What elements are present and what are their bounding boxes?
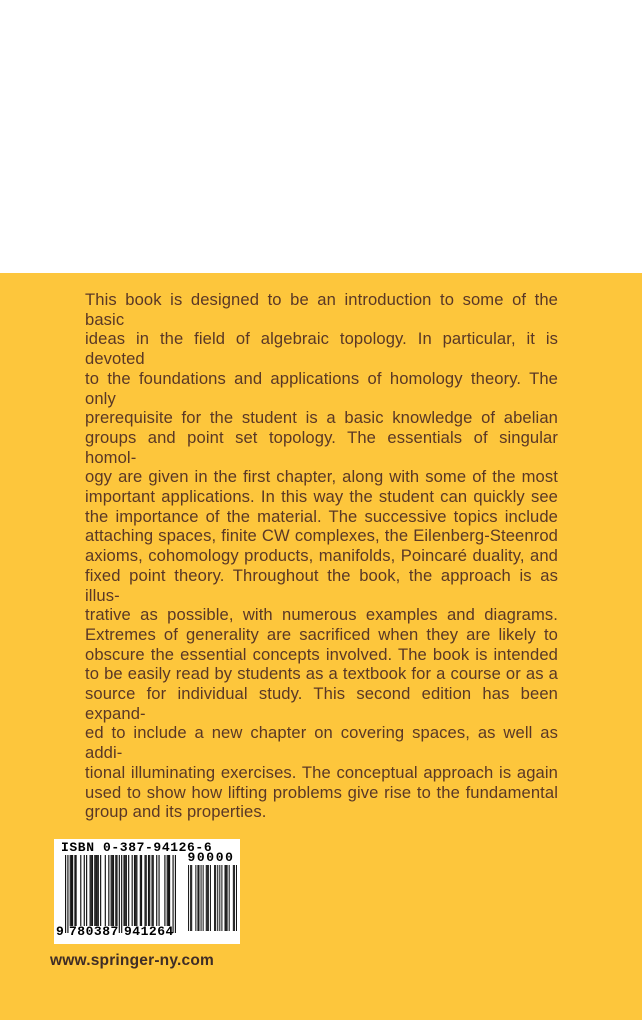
description-line: This book is designed to be an introduction to some of the basic bbox=[85, 290, 558, 329]
ean-digit-prefix: 9 bbox=[56, 924, 64, 939]
description-line: the importance of the material. The successive topics include bbox=[85, 506, 558, 526]
publisher-website: www.springer-ny.com bbox=[50, 952, 214, 969]
description-line: ogy are given in the first chapter, along with some of the most bbox=[85, 467, 558, 487]
description-line: to the foundations and applications of homology theory. The only bbox=[85, 368, 558, 408]
description-line: obscure the essential concepts involved. The book is intended bbox=[85, 644, 558, 664]
description-line: prerequisite for the student is a basic knowledge of abelian bbox=[85, 408, 558, 428]
description-line: ed to include a new chapter on covering spaces, as well as addi- bbox=[85, 723, 558, 763]
ean13-barcode-icon bbox=[65, 855, 176, 933]
description-line: source for individual study. This second edition has been expand- bbox=[85, 684, 558, 723]
isbn-barcode-panel bbox=[54, 839, 240, 944]
barcode-addon-code: 90000 bbox=[187, 850, 235, 865]
isbn-number: ISBN 0-387-94126-6 bbox=[61, 840, 213, 855]
description-line: axioms, cohomology products, manifolds, Poincaré duality, and bbox=[85, 546, 558, 566]
description-line: fixed point theory. Throughout the book, the approach is as illus- bbox=[85, 565, 558, 605]
description-line: ideas in the field of algebraic topology. In particular, it is devoted bbox=[85, 329, 558, 369]
book-description bbox=[85, 290, 558, 822]
description-line: tional illuminating exercises. The conceptual approach is again bbox=[85, 762, 558, 782]
cover-yellow-panel bbox=[0, 273, 642, 1020]
description-line: group and its properties. bbox=[85, 802, 267, 822]
ean5-addon-barcode-icon bbox=[187, 865, 237, 931]
description-line: attaching spaces, finite CW complexes, the Eilenberg-Steenrod bbox=[85, 526, 558, 546]
description-line: important applications. In this way the student can quickly see bbox=[85, 487, 558, 507]
ean-digits-left: 780387 bbox=[69, 924, 119, 939]
description-line: trative as possible, with numerous examples and diagrams. bbox=[85, 605, 558, 625]
ean-digits-right: 941264 bbox=[124, 924, 174, 939]
description-line: groups and point set topology. The essentials of singular homol- bbox=[85, 427, 558, 467]
description-line: to be easily read by students as a textbook for a course or as a bbox=[85, 664, 558, 684]
description-line: Extremes of generality are sacrificed when they are likely to bbox=[85, 624, 558, 644]
description-line: used to show how lifting problems give rise to the fundamental bbox=[85, 782, 558, 802]
